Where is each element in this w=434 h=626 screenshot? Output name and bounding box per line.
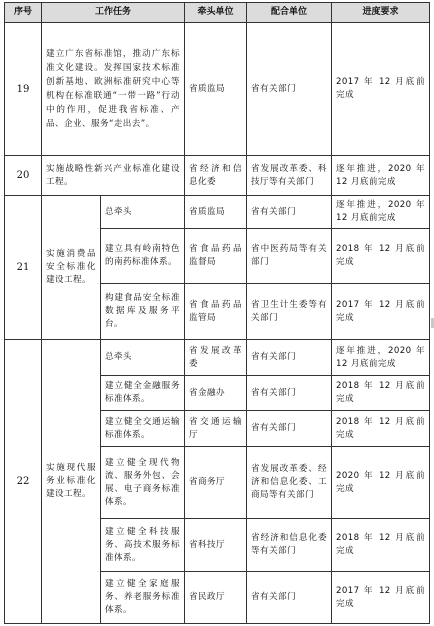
row-21-sub-1-req <box>331 195 430 229</box>
header-task: 工作任务 <box>41 2 185 23</box>
row-22-sub-5-lead-text: 省科技厅 <box>189 539 225 550</box>
row-22-group <box>41 339 101 624</box>
row-22-sub-5-coop-text: 省经济和信息化委等有关部门 <box>251 533 327 556</box>
row-22-sub-4-lead-text: 省商务厅 <box>189 477 225 487</box>
row-21-sub-2-req <box>331 228 430 284</box>
row-22-sub-2-coop-text: 省有关部门 <box>251 387 296 398</box>
row-19-task <box>41 22 185 156</box>
row-22-sub-4-task <box>100 446 185 519</box>
row-22-sub-6-lead <box>184 571 247 624</box>
row-21-sub-2-req-text: 2018 年 12 月底前完成 <box>336 244 425 267</box>
row-21-sub-3-task <box>100 283 185 340</box>
row-22-sub-2-lead <box>184 375 247 411</box>
row-22-sub-1-coop-text: 省有关部门 <box>251 352 296 362</box>
row-21-sub-1-task-text: 总牵头 <box>105 206 132 217</box>
row-21-sub-1-lead <box>184 195 247 229</box>
row-22-sub-2-lead-text: 省金融办 <box>189 387 225 398</box>
row-21-sub-2-coop <box>246 228 332 284</box>
row-21-sub-1-coop <box>246 195 332 229</box>
row-21-sub-1-req-text: 逐年推进，2020 年 12 月底前完成 <box>336 200 425 223</box>
row-22-sub-2-task-text: 建立健全金融服务标准体系。 <box>105 381 180 404</box>
row-22-sub-3-req-text: 2018 年 12 月底前完成 <box>336 416 425 440</box>
row-22-sub-1-req-text: 逐年推进，2020 年 12 月底前完成 <box>336 345 425 369</box>
header-req: 进度要求 <box>331 2 430 23</box>
row-19-coop <box>246 22 332 156</box>
row-21-sub-3-lead-text: 省食品药品监管局 <box>189 299 242 323</box>
row-22-sub-2-req-text: 2018 年 12 月底前完成 <box>336 381 425 404</box>
row-19-coop-text: 省有关部门 <box>251 83 296 94</box>
row-21-sub-1-coop-text: 省有关部门 <box>251 206 296 217</box>
row-22-sub-2-req <box>331 375 430 411</box>
row-19-lead-text: 省质监局 <box>189 83 225 94</box>
row-22-sub-4-coop-text: 省发展改革委、经济和信息化委、工商局等有关部门 <box>251 464 327 500</box>
row-20-req <box>331 155 430 196</box>
row-22-sub-2-task <box>100 375 185 411</box>
row-22-num: 22 <box>4 339 42 624</box>
row-22-sub-4-task-text: 建立健全现代物流、服务外包、会展、电子商务标准体系。 <box>105 457 180 507</box>
row-21-sub-3-coop-text: 省卫生计生委等有关部门 <box>251 299 327 323</box>
row-20-task-text: 实施战略性新兴产业标准化建设工程。 <box>46 163 180 187</box>
row-22-sub-1-lead-text: 省发展改革委 <box>189 345 242 369</box>
row-22-sub-1-task <box>100 339 185 376</box>
row-19-num: 19 <box>4 22 42 156</box>
row-21-sub-1-lead-text: 省质监局 <box>189 206 225 217</box>
row-21-sub-3-req-text: 2017 年 12 月底前完成 <box>336 299 425 323</box>
header-seq: 序号 <box>4 2 42 23</box>
row-21-num: 21 <box>4 195 42 340</box>
row-21-sub-2-task <box>100 228 185 284</box>
row-19-lead <box>184 22 247 156</box>
row-21-sub-2-lead <box>184 228 247 284</box>
row-20-coop-text: 省发展改革委、科技厅等有关部门 <box>251 163 327 187</box>
row-21-sub-2-task-text: 建立具有岭南特色的南药标准体系。 <box>105 244 180 267</box>
row-20-num: 20 <box>4 155 42 196</box>
row-20-req-text: 逐年推进，2020 年 12 月底前完成 <box>336 163 425 187</box>
row-22-sub-6-req-text: 2017 年 12 月底前完成 <box>336 585 425 609</box>
row-21-group-text: 实施消费品安全标准化建设工程。 <box>46 249 96 285</box>
row-20-task <box>41 155 185 196</box>
row-22-sub-4-req-text: 2020 年 12 月底前完成 <box>336 470 425 494</box>
row-22-sub-3-lead-text: 省交通运输厅 <box>189 416 242 440</box>
row-21-sub-3-req <box>331 283 430 340</box>
row-22-sub-5-lead <box>184 518 247 572</box>
row-22-sub-4-req <box>331 446 430 519</box>
row-21-sub-3-lead <box>184 283 247 340</box>
row-22-sub-5-task-text: 建立健全科技服务、高技术服务标准体系。 <box>105 526 180 563</box>
row-22-sub-6-task-text: 建立健全家庭服务、养老服务标准体系。 <box>105 579 180 615</box>
row-22-sub-3-task <box>100 410 185 447</box>
row-22-sub-3-lead <box>184 410 247 447</box>
row-22-sub-6-req <box>331 571 430 624</box>
row-22-sub-2-coop <box>246 375 332 411</box>
row-22-sub-1-coop <box>246 339 332 376</box>
row-22-sub-6-coop <box>246 571 332 624</box>
row-22-sub-3-coop-text: 省有关部门 <box>251 423 296 433</box>
row-22-sub-3-coop <box>246 410 332 447</box>
row-22-sub-1-task-text: 总牵头 <box>105 352 132 362</box>
row-22-sub-3-task-text: 建立健全交通运输标准体系。 <box>105 416 180 440</box>
row-22-group-text: 实施现代服务业标准化建设工程。 <box>46 463 96 499</box>
row-20-lead-text: 省经济和信息化委 <box>189 163 242 187</box>
row-20-lead <box>184 155 247 196</box>
row-21-sub-3-task-text: 构建食品安全标准数据库及服务平台。 <box>105 293 180 329</box>
row-19-req-text: 2017 年 12 月底前完成 <box>336 77 425 100</box>
row-21-sub-3-coop <box>246 283 332 340</box>
row-22-sub-6-lead-text: 省民政厅 <box>189 592 225 602</box>
header-coop: 配合单位 <box>246 2 332 23</box>
row-21-group <box>41 195 101 340</box>
row-22-sub-6-coop-text: 省有关部门 <box>251 592 296 602</box>
row-22-sub-1-req <box>331 339 430 376</box>
row-22-sub-1-lead <box>184 339 247 376</box>
row-21-sub-1-task <box>100 195 185 229</box>
row-21-sub-2-coop-text: 省中医药局等有关部门 <box>251 244 327 267</box>
row-19-task-text: 建立广东省标准馆，推动广东标准文化建设。发挥国家技术标准创新基地、欧洲标准研究中心等机构在标准联通“一带一路”行动中的作用，促进我省标准、产品、企业、服务“走出去”。 <box>46 49 180 129</box>
row-22-sub-5-coop <box>246 518 332 572</box>
row-22-sub-6-task <box>100 571 185 624</box>
row-21-sub-2-lead-text: 省食品药品监督局 <box>189 244 242 267</box>
row-22-sub-5-req-text: 2018 年 12 月底前完成 <box>336 533 425 556</box>
row-19-req <box>331 22 430 156</box>
row-22-sub-5-req <box>331 518 430 572</box>
standards-task-table <box>4 2 430 624</box>
row-22-sub-5-task <box>100 518 185 572</box>
row-22-sub-4-lead <box>184 446 247 519</box>
row-22-sub-3-req <box>331 410 430 447</box>
row-20-coop <box>246 155 332 196</box>
row-22-sub-4-coop <box>246 446 332 519</box>
header-lead: 牵头单位 <box>184 2 247 23</box>
